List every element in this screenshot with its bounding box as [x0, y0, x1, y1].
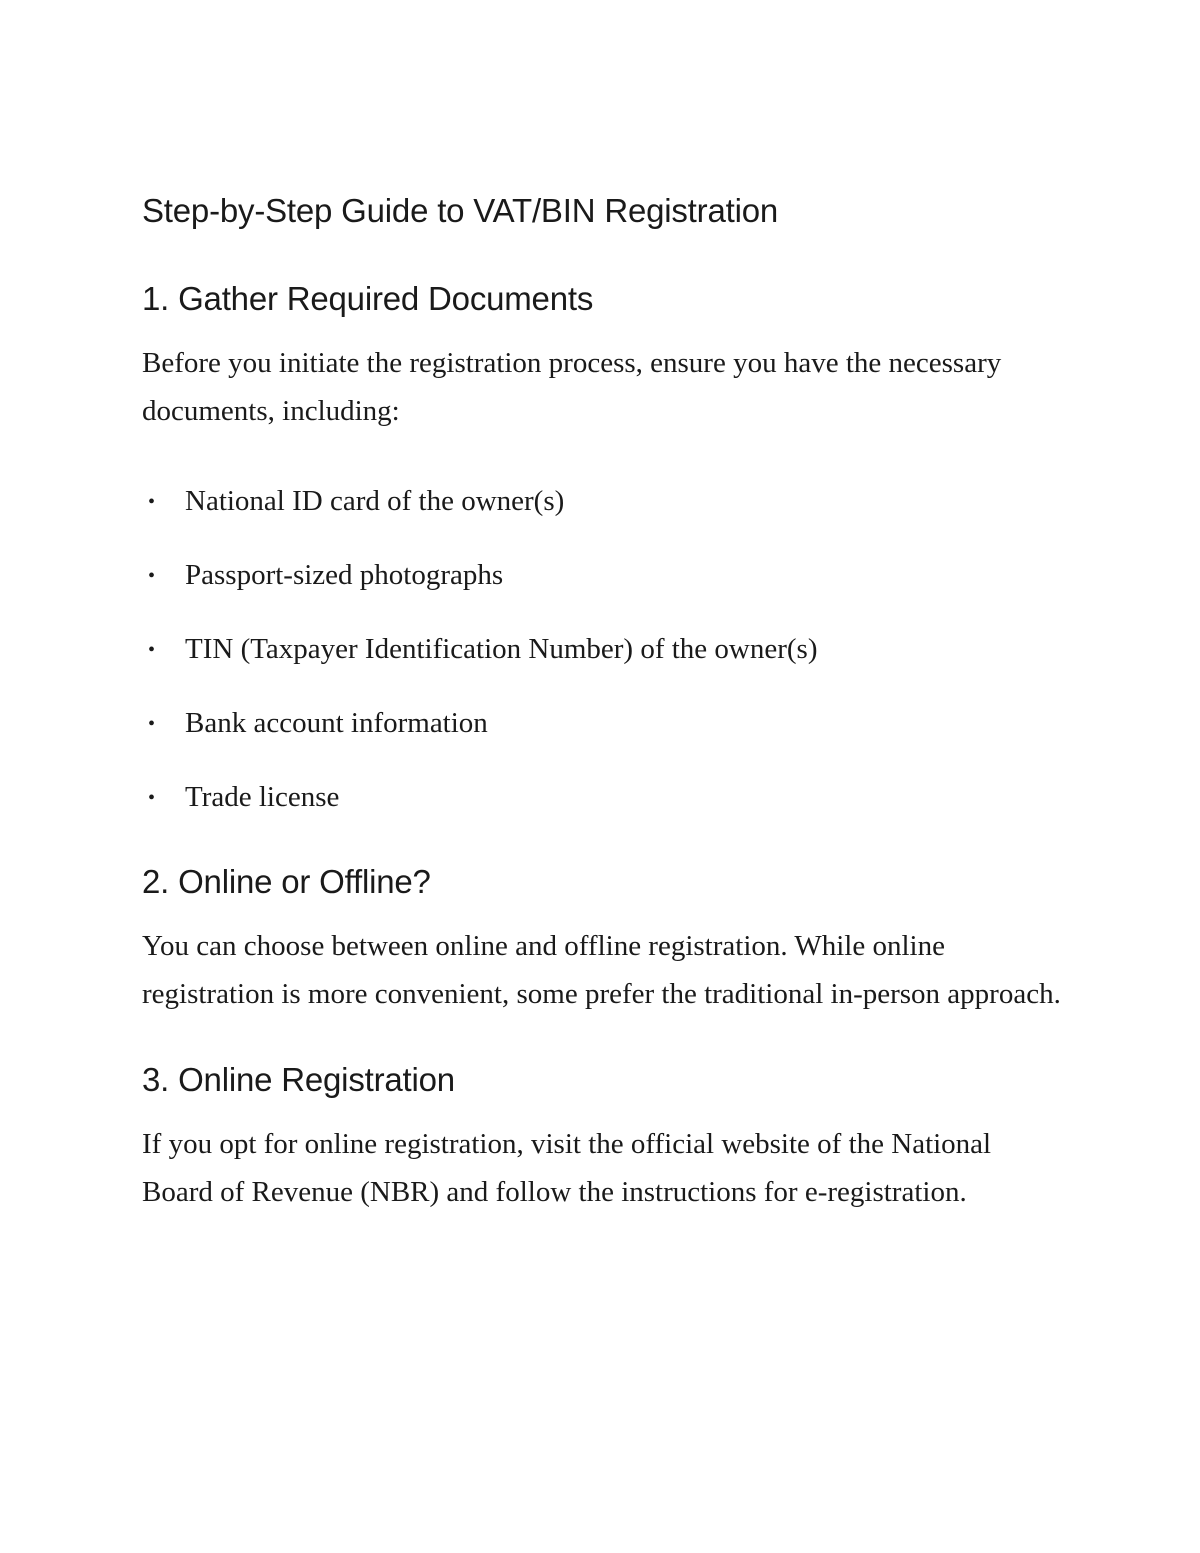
- bullet-icon: •: [148, 787, 156, 809]
- document-page: [142, 188, 1062, 1216]
- list-item: [142, 556, 1062, 594]
- section-heading-online-registration: 3. Online Registration: [142, 1061, 455, 1098]
- section-paragraph-documents: Before you initiate the registration process, ensure you have the necessary documents, including:: [142, 347, 1002, 427]
- list-item-text: Trade license: [185, 781, 340, 813]
- document-title: Step-by-Step Guide to VAT/BIN Registration: [142, 192, 779, 229]
- list-item: [142, 630, 1062, 668]
- section-paragraph-online-offline: You can choose between online and offline registration. While online registration is more convenient, some prefer the traditional in-person approach.: [142, 930, 1061, 1010]
- section-heading-online-offline: 2. Online or Offline?: [142, 863, 431, 900]
- list-item: [142, 482, 1062, 520]
- list-item-text: Bank account information: [185, 707, 488, 739]
- bullet-icon: •: [148, 639, 156, 661]
- list-item-text: TIN (Taxpayer Identification Number) of the owner(s): [185, 633, 818, 665]
- required-documents-list: [142, 482, 1062, 816]
- bullet-icon: •: [148, 713, 156, 735]
- bullet-icon: •: [148, 491, 156, 513]
- section-heading-documents: 1. Gather Required Documents: [142, 280, 594, 317]
- list-item: [142, 704, 1062, 742]
- list-item-text: National ID card of the owner(s): [185, 485, 565, 517]
- list-item: [142, 778, 1062, 816]
- section-paragraph-online-registration: If you opt for online registration, visit the official website of the National Board of Revenue (NBR) and follow the instructions for e-registration.: [142, 1128, 992, 1208]
- list-item-text: Passport-sized photographs: [185, 559, 504, 591]
- bullet-icon: •: [148, 565, 156, 587]
